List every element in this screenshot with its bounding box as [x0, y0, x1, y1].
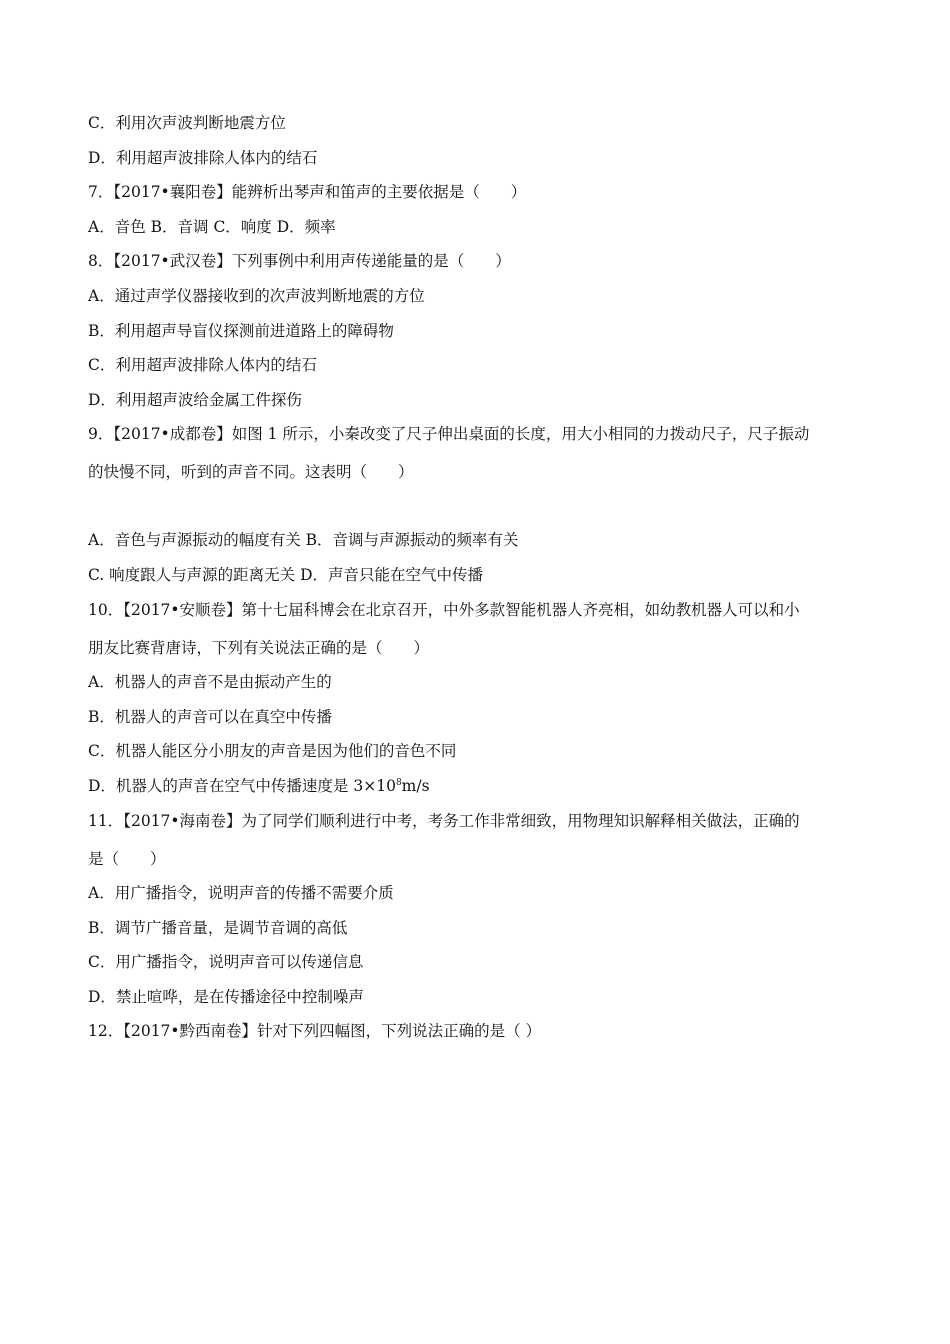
q9-options-ab: A．音色与声源振动的幅度有关 B．音调与声源振动的频率有关	[88, 531, 519, 550]
q11-option-d: D．禁止喧哗，是在传播途径中控制噪声	[88, 987, 364, 1006]
q11-stem-line2: 是（ ）	[88, 849, 166, 868]
q10-stem-line1: 10．【2017•安顺卷】第十七届科博会在北京召开，中外多款智能机器人齐亮相，如幼教机器人可以和小	[88, 600, 800, 619]
q7-stem: 7．【2017•襄阳卷】能辨析出琴声和笛声的主要依据是（ ）	[88, 183, 527, 202]
q10-option-d	[88, 776, 868, 796]
q12-stem: 12．【2017•黔西南卷】针对下列四幅图，下列说法正确的是（ ）	[88, 1022, 541, 1041]
exponent: 8	[395, 777, 402, 788]
q9-stem-line2: 的快慢不同，听到的声音不同。这表明（ ）	[88, 463, 414, 482]
q11-stem-line1: 11．【2017•海南卷】为了同学们顺利进行中考，考务工作非常细致，用物理知识解释相关做法，正确的	[88, 811, 800, 830]
q10-option-c: C．机器人能区分小朋友的声音是因为他们的音色不同	[88, 742, 457, 761]
q8-option-b: B．利用超声导盲仪探测前进道路上的障碍物	[88, 321, 394, 340]
q7-options: A．音色 B．音调 C．响度 D．频率	[88, 217, 336, 236]
q8-option-d: D．利用超声波给金属工件探伤	[88, 390, 302, 409]
q8-option-c: C．利用超声波排除人体内的结石	[88, 356, 317, 375]
unit: m/s	[401, 776, 430, 795]
q10-option-a: A．机器人的声音不是由振动产生的	[88, 673, 332, 692]
figure-placeholder	[88, 482, 868, 530]
q10-option-d-text: D．机器人的声音在空气中传播速度是 3×10	[88, 776, 396, 795]
q6-option-c: C．利用次声波判断地震方位	[88, 114, 286, 132]
q10-stem-line2: 朋友比赛背唐诗，下列有关说法正确的是（ ）	[88, 638, 430, 657]
q11-option-c: C．用广播指令，说明声音可以传递信息	[88, 953, 364, 972]
q11-option-b: B．调节广播音量，是调节音调的高低	[88, 918, 348, 937]
q8-stem: 8．【2017•武汉卷】下列事例中利用声传递能量的是（ ）	[88, 252, 511, 271]
q6-option-d: D．利用超声波排除人体内的结石	[88, 148, 318, 167]
document-body	[88, 113, 868, 1041]
q8-option-a: A．通过声学仪器接收到的次声波判断地震的方位	[88, 286, 425, 305]
q11-option-a: A．用广播指令，说明声音的传播不需要介质	[88, 884, 394, 903]
q10-option-b: B．机器人的声音可以在真空中传播	[88, 707, 332, 726]
q9-stem-line1: 9．【2017•成都卷】如图 1 所示，小秦改变了尺子伸出桌面的长度，用大小相同的力拨动尺子，尺子振动	[88, 425, 810, 444]
q9-options-cd: C. 响度跟人与声源的距离无关 D．声音只能在空气中传播	[88, 565, 484, 584]
